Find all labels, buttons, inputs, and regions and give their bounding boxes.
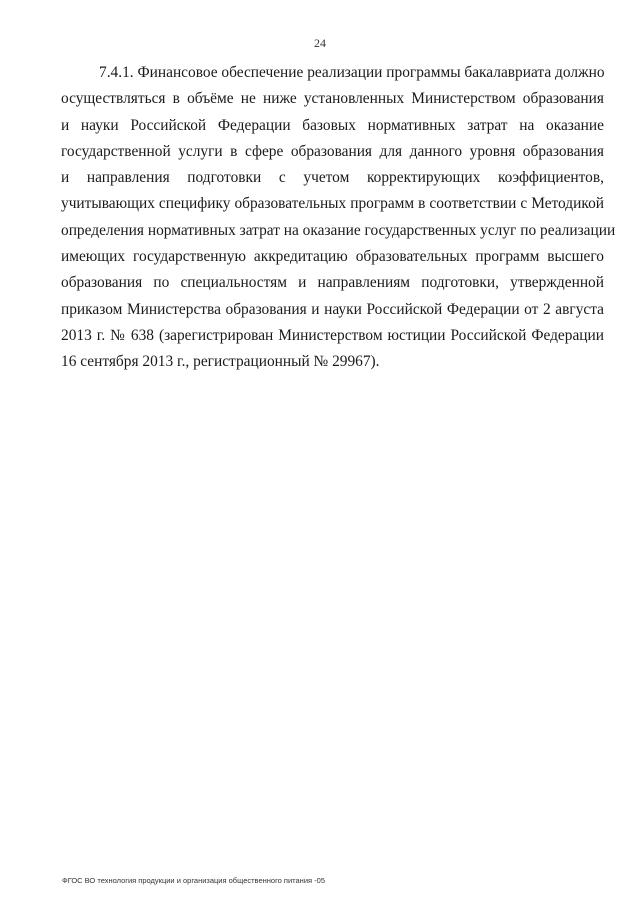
paragraph-line: государственной услуги в сфере образования для данного уровня образования xyxy=(61,142,604,160)
paragraph-line: осуществляться в объёме не ниже установленных Министерством образования xyxy=(61,90,604,108)
paragraph-line: приказом Министерства образования и науки Российской Федерации от 2 августа xyxy=(61,300,604,318)
paragraph-line: определения нормативных затрат на оказание государственных услуг по реализации xyxy=(61,221,616,239)
paragraph-line: 7.4.1. Финансовое обеспечение реализации программы бакалавриата должно xyxy=(99,64,605,81)
document-footer: ФГОС ВО технология продукции и организация общественного питания -05 xyxy=(62,876,325,885)
paragraph-7-4-1 xyxy=(61,60,616,376)
page-number: 24 xyxy=(314,36,326,50)
paragraph-line: учитывающих специфику образовательных программ в соответствии с Методикой xyxy=(61,195,604,213)
paragraph-line: 16 сентября 2013 г., регистрационный № 29967). xyxy=(61,353,380,371)
paragraph-line: образования по специальностям и направлениям подготовки, утвержденной xyxy=(61,274,604,292)
paragraph-line: и науки Российской Федерации базовых нормативных затрат на оказание xyxy=(61,116,604,134)
paragraph-line: и направления подготовки с учетом корректирующих коэффициентов, xyxy=(61,169,604,187)
paragraph-line: 2013 г. № 638 (зарегистрирован Министерством юстиции Российской Федерации xyxy=(61,326,604,344)
paragraph-line: имеющих государственную аккредитацию образовательных программ высшего xyxy=(61,248,604,266)
